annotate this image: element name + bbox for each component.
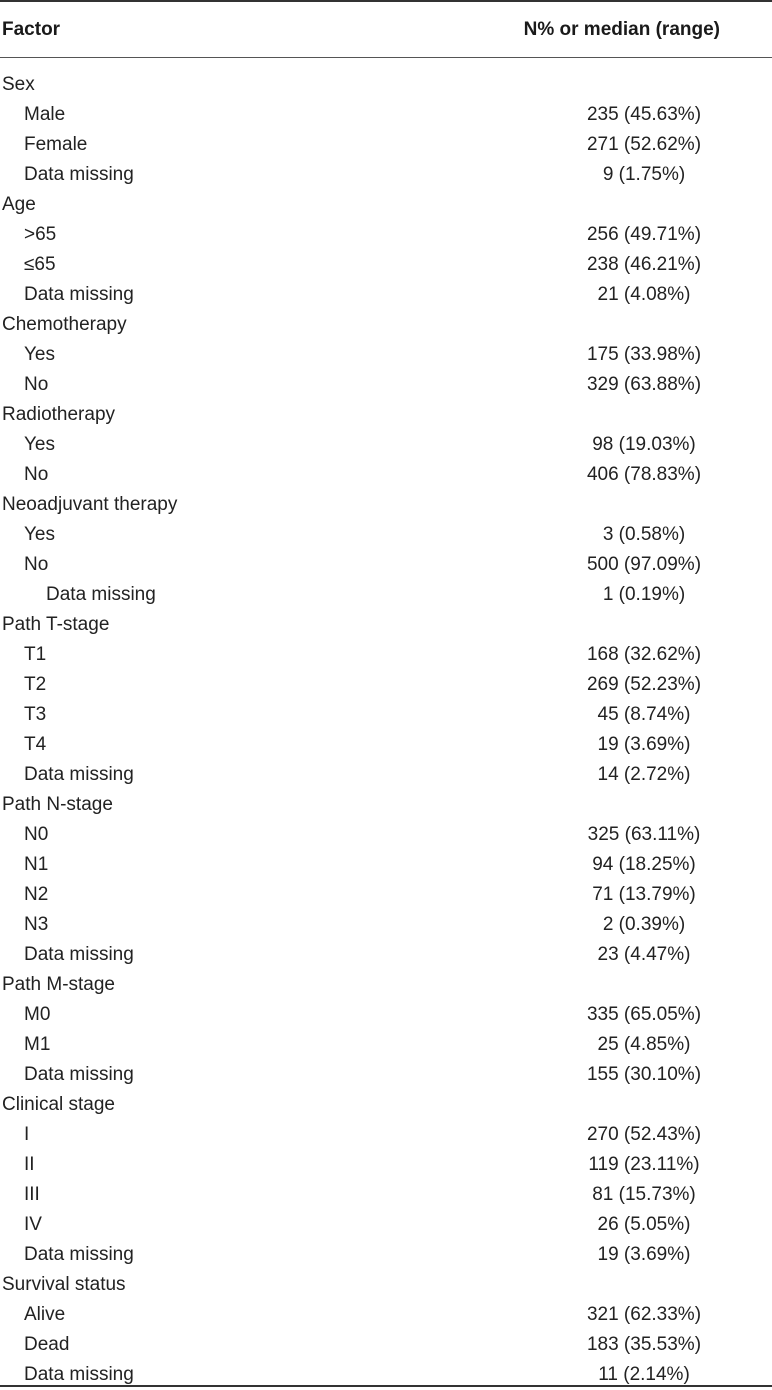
value-text: 271 (52.62%) (586, 134, 702, 155)
value-cell (576, 730, 772, 760)
table-row (0, 1180, 772, 1210)
value-text: 183 (35.53%) (586, 1334, 702, 1355)
table-header-row (0, 2, 772, 57)
table-row (0, 940, 772, 970)
value-cell (576, 580, 772, 610)
value-cell (576, 820, 772, 850)
table-group-row (0, 70, 772, 100)
value-text: 406 (78.83%) (586, 464, 702, 485)
factor-label: Data missing (24, 284, 134, 305)
factor-label: Dead (24, 1334, 70, 1355)
table-row (0, 550, 772, 580)
value-cell (576, 340, 772, 370)
table-row (0, 670, 772, 700)
group-label: Path T-stage (2, 614, 110, 635)
value-text: 329 (63.88%) (586, 374, 702, 395)
factor-label: Yes (24, 524, 55, 545)
table-row (0, 1240, 772, 1270)
value-text: 235 (45.63%) (586, 104, 702, 125)
factor-label: Data missing (46, 584, 156, 605)
value-cell (576, 850, 772, 880)
table-group-row (0, 790, 772, 820)
table-row (0, 160, 772, 190)
factor-label: Data missing (24, 1364, 134, 1385)
value-text: 71 (13.79%) (592, 884, 696, 905)
table-row (0, 1210, 772, 1240)
value-text: 168 (32.62%) (586, 644, 702, 665)
value-cell (576, 430, 772, 460)
value-text: 175 (33.98%) (586, 344, 702, 365)
group-label: Chemotherapy (2, 314, 127, 335)
table-group-row (0, 400, 772, 430)
factor-label: N1 (24, 854, 49, 875)
value-text: 23 (4.47%) (597, 944, 691, 965)
value-cell (576, 100, 772, 130)
factor-label: >65 (24, 224, 57, 245)
table-row (0, 700, 772, 730)
value-cell (576, 130, 772, 160)
table-row (0, 760, 772, 790)
value-text: 25 (4.85%) (597, 1034, 691, 1055)
value-cell (576, 880, 772, 910)
table-row (0, 640, 772, 670)
table-row (0, 910, 772, 940)
factor-label: Male (24, 104, 66, 125)
factor-label: Data missing (24, 164, 134, 185)
value-cell (576, 760, 772, 790)
factor-label: No (24, 374, 49, 395)
group-label: Radiotherapy (2, 404, 116, 425)
factor-label: Data missing (24, 944, 134, 965)
value-text: 26 (5.05%) (597, 1214, 691, 1235)
value-cell (576, 1210, 772, 1240)
group-label: Sex (2, 74, 35, 95)
table-row (0, 250, 772, 280)
value-text: 321 (62.33%) (586, 1304, 702, 1325)
value-text: 325 (63.11%) (587, 824, 701, 845)
table-row (0, 1000, 772, 1030)
value-cell (576, 220, 772, 250)
table-row (0, 850, 772, 880)
header-value: N% or median (range) (523, 19, 720, 40)
factor-label: No (24, 464, 49, 485)
value-text: 155 (30.10%) (586, 1064, 702, 1085)
factor-label: T3 (24, 704, 47, 725)
value-text: 9 (1.75%) (602, 164, 686, 185)
value-text: 98 (19.03%) (592, 434, 696, 455)
group-label: Path M-stage (2, 974, 115, 995)
factor-label: III (24, 1184, 40, 1205)
value-cell (576, 1150, 772, 1180)
table-group-row (0, 1090, 772, 1120)
group-label: Survival status (2, 1274, 126, 1295)
factor-label: N3 (24, 914, 49, 935)
table-row (0, 730, 772, 760)
table-header-rule (0, 57, 772, 58)
value-text: 270 (52.43%) (586, 1124, 702, 1145)
table-group-row (0, 490, 772, 520)
group-label: Path N-stage (2, 794, 113, 815)
value-text: 335 (65.05%) (586, 1004, 702, 1025)
table-row (0, 520, 772, 550)
table-row (0, 280, 772, 310)
factor-label: T2 (24, 674, 47, 695)
table-row (0, 1120, 772, 1150)
factor-label: ≤65 (24, 254, 56, 275)
value-cell (576, 1180, 772, 1210)
factor-label: Alive (24, 1304, 66, 1325)
value-text: 269 (52.23%) (586, 674, 702, 695)
table-row (0, 1330, 772, 1360)
value-text: 3 (0.58%) (602, 524, 686, 545)
value-cell (576, 280, 772, 310)
value-text: 19 (3.69%) (597, 734, 691, 755)
table-row (0, 340, 772, 370)
factor-label: Yes (24, 434, 55, 455)
value-cell (576, 1030, 772, 1060)
factor-label: N2 (24, 884, 49, 905)
table-row (0, 1300, 772, 1330)
factor-label: T4 (24, 734, 47, 755)
value-cell (576, 160, 772, 190)
value-cell (576, 1000, 772, 1030)
table-body (0, 70, 772, 1390)
table-row (0, 460, 772, 490)
table-group-row (0, 310, 772, 340)
table-row (0, 100, 772, 130)
table-row (0, 880, 772, 910)
factor-label: I (24, 1124, 30, 1145)
value-text: 1 (0.19%) (602, 584, 686, 605)
table-row (0, 1150, 772, 1180)
value-cell (576, 460, 772, 490)
value-cell (576, 700, 772, 730)
table-row (0, 220, 772, 250)
value-text: 94 (18.25%) (592, 854, 696, 875)
value-cell (576, 1060, 772, 1090)
value-cell (576, 940, 772, 970)
factor-label: N0 (24, 824, 49, 845)
table-row (0, 370, 772, 400)
value-cell (576, 550, 772, 580)
value-cell (576, 370, 772, 400)
value-text: 21 (4.08%) (597, 284, 691, 305)
group-label: Neoadjuvant therapy (2, 494, 178, 515)
value-text: 238 (46.21%) (586, 254, 702, 275)
value-text: 14 (2.72%) (597, 764, 691, 785)
value-cell (576, 1330, 772, 1360)
factor-label: Data missing (24, 1064, 134, 1085)
value-text: 19 (3.69%) (597, 1244, 691, 1265)
value-cell (576, 250, 772, 280)
table-row (0, 1060, 772, 1090)
factor-label: IV (24, 1214, 42, 1235)
value-cell (576, 640, 772, 670)
value-text: 119 (23.11%) (588, 1154, 700, 1175)
factor-label: Data missing (24, 764, 134, 785)
table-group-row (0, 1270, 772, 1300)
value-text: 256 (49.71%) (586, 224, 702, 245)
factor-label: Data missing (24, 1244, 134, 1265)
value-cell (576, 520, 772, 550)
value-cell (576, 1120, 772, 1150)
factor-label: Yes (24, 344, 55, 365)
factor-label: M1 (24, 1034, 51, 1055)
table-row (0, 580, 772, 610)
header-factor: Factor (2, 19, 61, 40)
table-group-row (0, 970, 772, 1000)
table-group-row (0, 610, 772, 640)
value-text: 45 (8.74%) (597, 704, 691, 725)
value-text: 2 (0.39%) (602, 914, 686, 935)
table-row (0, 1030, 772, 1060)
value-cell (576, 1300, 772, 1330)
table-group-row (0, 190, 772, 220)
value-text: 500 (97.09%) (586, 554, 702, 575)
value-text: 11 (2.14%) (598, 1364, 690, 1385)
table-row (0, 130, 772, 160)
group-label: Age (2, 194, 36, 215)
factor-label: T1 (24, 644, 47, 665)
value-cell (576, 670, 772, 700)
factor-label: No (24, 554, 49, 575)
table-row (0, 430, 772, 460)
group-label: Clinical stage (2, 1094, 115, 1115)
value-cell (576, 910, 772, 940)
value-text: 81 (15.73%) (592, 1184, 696, 1205)
factor-label: Female (24, 134, 88, 155)
factor-label: M0 (24, 1004, 51, 1025)
value-cell (576, 1240, 772, 1270)
factor-label: II (24, 1154, 35, 1175)
table-row (0, 820, 772, 850)
